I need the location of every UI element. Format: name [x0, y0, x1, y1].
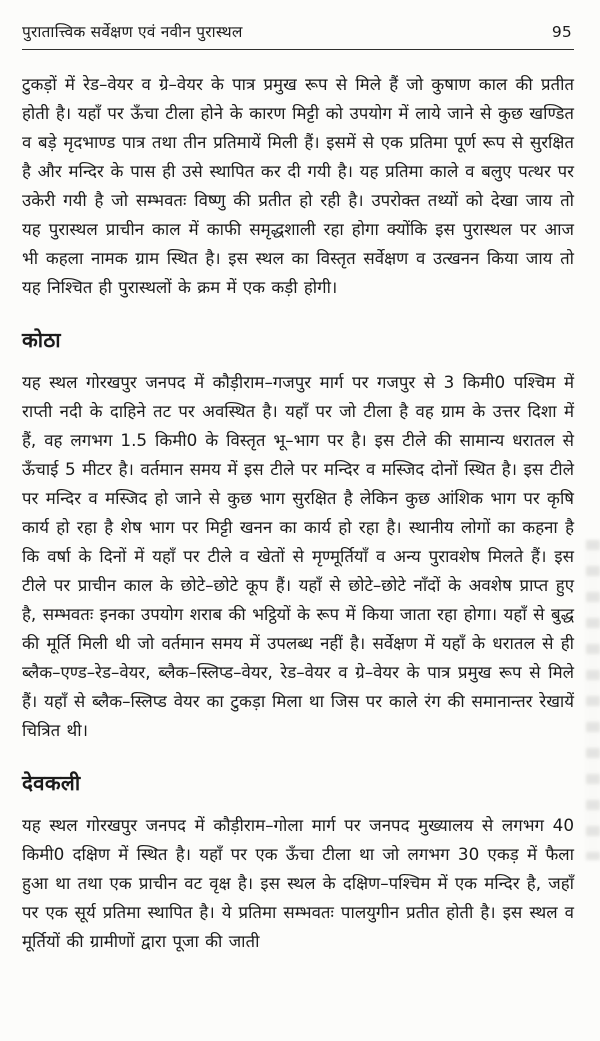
- page-bleed-show-through: [586, 540, 600, 860]
- section-heading-kotha: कोठा: [22, 328, 61, 352]
- section-kotha-paragraph: यह स्थल गोरखपुर जनपद में कौड़ीराम–गजपुर मार्ग पर गजपुर से 3 किमी0 पश्चिम में राप्ती नदी के दाहिने तट पर अवस्थित है। यहाँ पर जो टीला है वह ग्राम के उत्तर दिशा में हैं, वह लगभग 1.5 किमी0 के विस्तृत भू–भाग पर है। इस टीले की सामान्य धरातल से ऊँचाई 5 मीटर है। वर्तमान समय में इस टीले पर मन्दिर व मस्जिद दोनों स्थित है। इस टीले पर मन्दिर व मस्जिद हो जाने से कुछ भाग सुरक्षित है लेकिन कुछ आंशिक भाग पर कृषि कार्य हो रहा है शेष भाग पर मिट्टी खनन का कार्य हो रहा है। स्थानीय लोगों का कहना है कि वर्षा के दिनों में यहाँ पर टीले व खेतों से मृण्मूर्तियाँ व अन्य पुरावशेष मिलते हैं। इस टीले पर प्राचीन काल के छोटे–छोटे कूप हैं। यहाँ से छोटे–छोटे नाँदों के अवशेष प्राप्त हुए है, सम्भवतः इनका उपयोग शराब की भट्ठियों के रूप में किया जाता रहा होगा। यहाँ से बुद्ध की मूर्ति मिली थी जो वर्तमान समय में उपलब्ध नहीं है। सर्वेक्षण में यहाँ के धरातल से ही ब्लैक–एण्ड–रेड–वेयर, ब्लैक–स्लिप्ड–वेयर, रेड–वेयर व ग्रे–वेयर के पात्र प्रमुख रूप से मिले हैं। यहाँ से ब्लैक–स्लिप्ड वेयर का टुकड़ा मिला था जिस पर काले रंग की समानान्तर रेखायें चित्रित थी।: [22, 372, 574, 740]
- page-number: 95: [551, 23, 572, 41]
- section-devkali-paragraph: यह स्थल गोरखपुर जनपद में कौड़ीराम–गोला मार्ग पर जनपद मुख्यालय से लगभग 40 किमी0 दक्षिण में स्थित है। यहाँ पर एक ऊँचा टीला था जो लगभग 30 एकड़ में फैला हुआ था तथा एक प्राचीन वट वृक्ष है। इस स्थल के दक्षिण–पश्चिम में एक मन्दिर है, जहाँ पर एक सूर्य प्रतिमा स्थापित है। ये प्रतिमा सम्भवतः पालयुगीन प्रतीत होती है। इस स्थल व मूर्तियों की ग्रामीणों द्वारा पूजा की जाती: [22, 815, 574, 951]
- section-heading-devkali: देवकली: [22, 771, 81, 795]
- running-head-title: पुरातात्त्विक सर्वेक्षण एवं नवीन पुरास्थल: [22, 23, 243, 41]
- intro-paragraph: टुकड़ों में रेड–वेयर व ग्रे–वेयर के पात्र प्रमुख रूप से मिले हैं जो कुषाण काल की प्रतीत होती है। यहाँ पर ऊँचा टीला होने के कारण मिट्टी को उपयोग में लाये जाने से कुछ खण्डित व बड़े मृदभाण्ड पात्र तथा तीन प्रतिमायें मिली हैं। इसमें से एक प्रतिमा पूर्ण रूप से सुरक्षित है और मन्दिर के पास ही उसे स्थापित कर दी गयी है। यह प्रतिमा काले व बलुए पत्थर पर उकेरी गयी है जो सम्भवतः विष्णु की प्रतीत हो रही है। उपरोक्त तथ्यों को देखा जाय तो यह पुरास्थल प्राचीन काल में काफी समृद्धशाली रहा होगा क्योंकि इस पुरास्थल पर आज भी कहला नामक ग्राम स्थित है। इस स्थल का विस्तृत सर्वेक्षण व उत्खनन किया जाय तो यह निश्चित ही पुरास्थलों के क्रम में एक कड़ी होगी।: [22, 74, 574, 297]
- header-divider: [22, 49, 574, 50]
- page-header: [22, 16, 574, 49]
